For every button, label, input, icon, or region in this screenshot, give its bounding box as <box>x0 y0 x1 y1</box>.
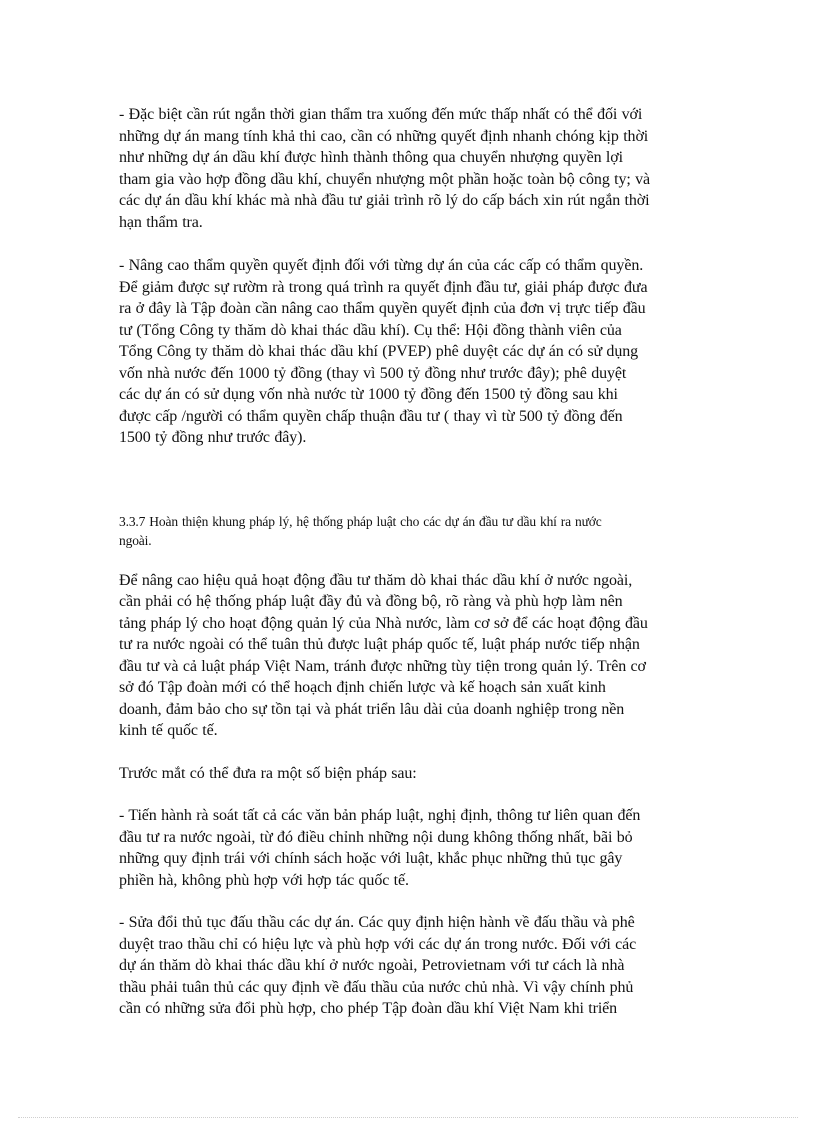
document-body <box>119 104 699 1020</box>
paragraph-legal-framework-intro: Để nâng cao hiệu quả hoạt động đầu tư thăm dò khai thác dầu khí ở nước ngoài, cần phải có hệ thống pháp luật đầy đủ và đồng bộ, rõ ràng và phù hợp làm nên tảng pháp lý cho hoạt động quản lý của Nhà nước, làm cơ sở để các hoạt động đầu tư ra nước ngoài có thể tuân thủ được luật pháp quốc tế, luật pháp nước tiếp nhận đầu tư và cả luật pháp Việt Nam, tránh được những tùy tiện trong quản lý. Trên cơ sở đó Tập đoàn mới có thể hoạch định chiến lược và kế hoạch sản xuất kinh doanh, đảm bảo cho sự tồn tại và phát triển lâu dài của doanh nghiệp trong nền kinh tế quốc tế. <box>119 571 648 739</box>
paragraph-review-legal-documents: - Tiến hành rà soát tất cả các văn bản pháp luật, nghị định, thông tư liên quan đến đầu tư ra nước ngoài, từ đó điều chỉnh những nội dung không thống nhất, bãi bỏ những quy định trái với chính sách hoặc với luật, khắc phục những thủ tục gây phiền hà, không phù hợp với hợp tác quốc tế. <box>119 807 641 889</box>
paragraph-shorten-appraisal-time: - Đặc biệt cần rút ngắn thời gian thẩm tra xuống đến mức thấp nhất có thể đối với những dự án mang tính khả thi cao, cần có những quyết định nhanh chóng kịp thời như những dự án dầu khí được hình thành thông qua chuyển nhượng quyền lợi tham gia vào hợp đồng dầu khí, chuyển nhượng một phần hoặc toàn bộ công ty; và các dự án dầu khí khác mà nhà đầu tư giải trình rõ lý do cấp bách xin rút ngắn thời hạn thẩm tra. <box>119 106 651 231</box>
section-heading-3-3-7: 3.3.7 Hoàn thiện khung pháp lý, hệ thống pháp luật cho các dự án đầu tư dầu khí ra nước ngoài. <box>119 513 602 548</box>
paragraph-amend-bidding-procedures: - Sửa đổi thủ tục đấu thầu các dự án. Các quy định hiện hành về đấu thầu và phê duyệt trao thầu chỉ có hiệu lực và phù hợp với các dự án trong nước. Đối với các dự án thăm dò khai thác dầu khí ở nước ngoài, Petrovietnam với tư cách là nhà thầu phải tuân thủ các quy định về đấu thầu của nước chủ nhà. Vì vậy chính phủ cần có những sửa đổi phù hợp, cho phép Tập đoàn dầu khí Việt Nam khi triển <box>119 914 637 1017</box>
paragraph-raise-decision-authority: - Nâng cao thẩm quyền quyết định đối với từng dự án của các cấp có thẩm quyền. Để giảm được sự rườm rà trong quá trình ra quyết định đầu tư, giải pháp được đưa ra ở đây là Tập đoàn cần nâng cao thẩm quyền quyết định của đơn vị trực tiếp đầu tư (Tổng Công ty thăm dò khai thác dầu khí). Cụ thể: Hội đồng thành viên của Tổng Công ty thăm dò khai thác dầu khí (PVEP) phê duyệt các dự án có sử dụng vốn nhà nước đến 1000 tỷ đồng (thay vì 500 tỷ đồng như trước đây); phê duyệt các dự án có sử dụng vốn nhà nước từ 1000 tỷ đồng đến 1500 tỷ đồng sau khi được cấp /người có thẩm quyền chấp thuận đầu tư ( thay vì từ 500 tỷ đồng đến 1500 tỷ đồng như trước đây). <box>119 257 648 446</box>
paragraph-measures-lead-in: Trước mắt có thể đưa ra một số biện pháp sau: <box>119 764 417 782</box>
page-bottom-divider <box>18 1117 798 1118</box>
